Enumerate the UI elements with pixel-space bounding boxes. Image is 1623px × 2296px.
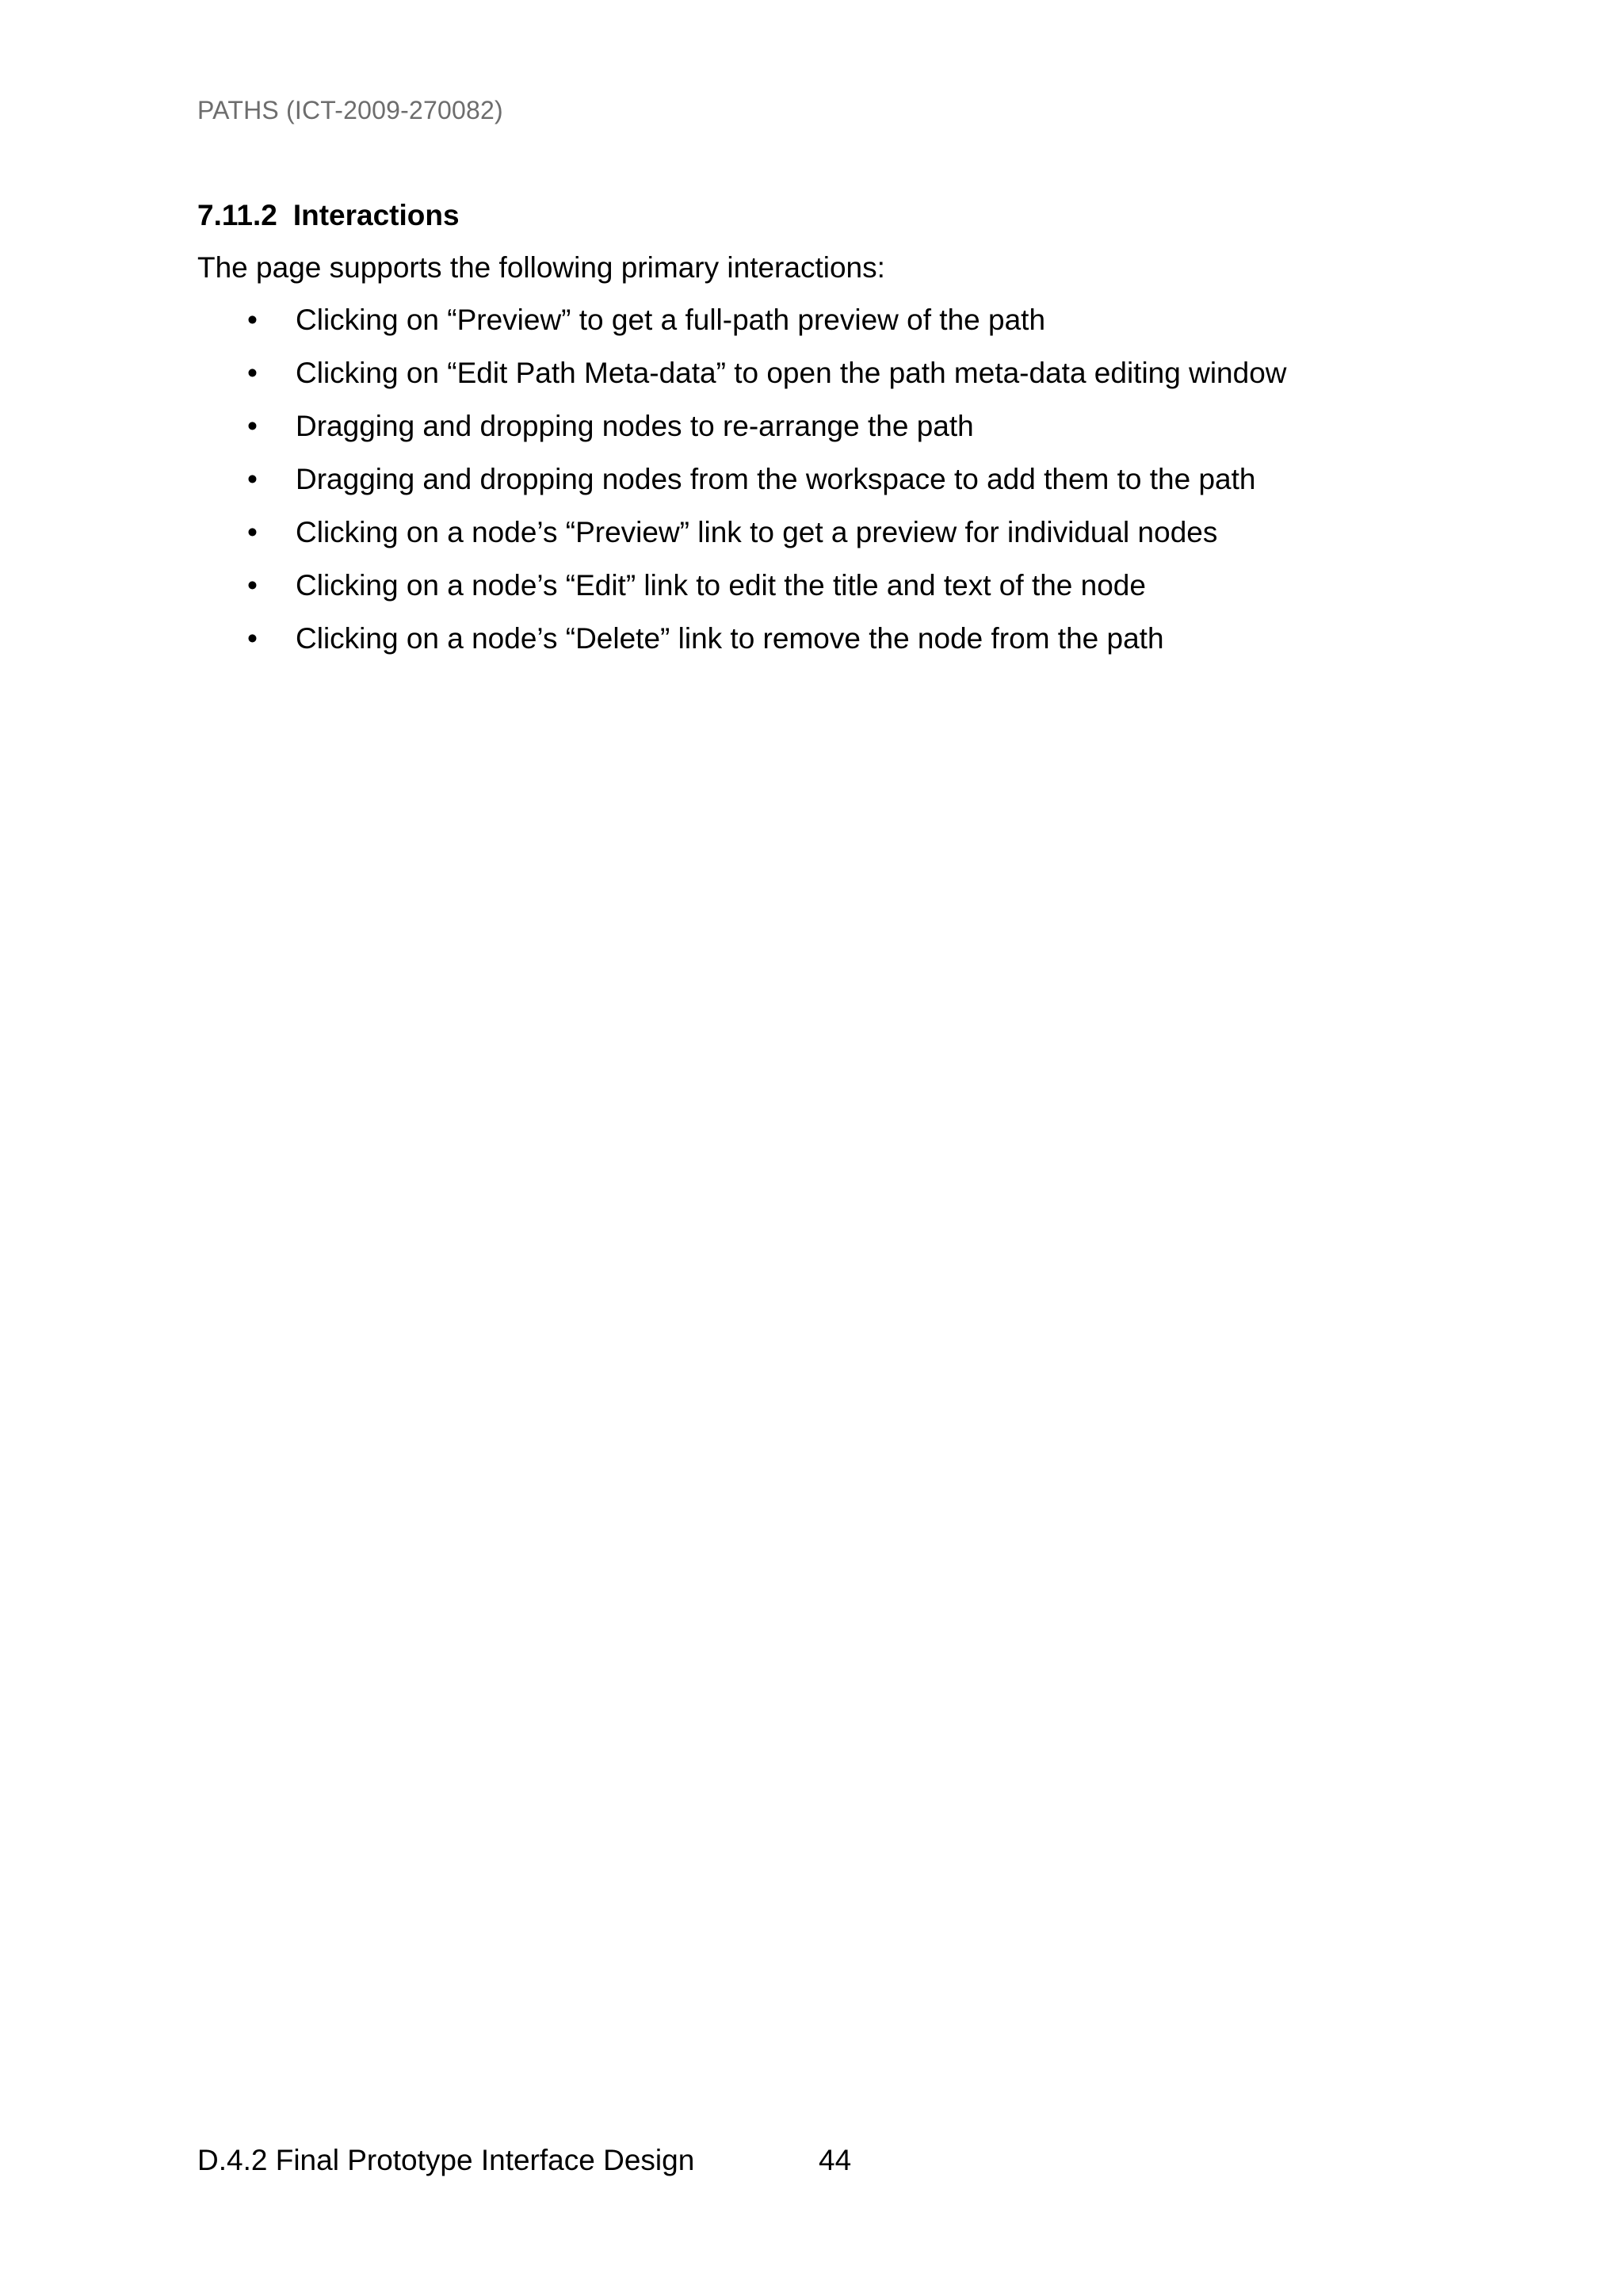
bullet-icon: • xyxy=(247,304,258,336)
page-footer xyxy=(197,2141,852,2179)
list-item xyxy=(197,354,1434,392)
list-item xyxy=(197,301,1434,339)
list-item xyxy=(197,620,1434,658)
list-item-text: Dragging and dropping nodes to re-arrange the path xyxy=(296,410,974,442)
bullet-icon: • xyxy=(247,463,258,495)
list-item-text: Clicking on a node’s “Delete” link to remove the node from the path xyxy=(296,622,1164,655)
page-number: 44 xyxy=(819,2144,852,2176)
list-item-text: Clicking on a node’s “Preview” link to get a preview for individual nodes xyxy=(296,516,1218,548)
list-item xyxy=(197,514,1434,552)
list-item-text: Clicking on “Preview” to get a full-path preview of the path xyxy=(296,304,1046,336)
bullet-icon: • xyxy=(247,357,258,389)
interaction-list xyxy=(197,301,1434,658)
list-item xyxy=(197,567,1434,605)
document-body xyxy=(197,197,1434,673)
bullet-icon: • xyxy=(247,569,258,602)
section-title: Interactions xyxy=(292,199,460,231)
section-heading xyxy=(197,197,1434,235)
footer-document-title: D.4.2 Final Prototype Interface Design xyxy=(197,2144,695,2176)
bullet-icon: • xyxy=(247,622,258,655)
list-item xyxy=(197,460,1434,499)
list-item-text: Clicking on a node’s “Edit” link to edit the title and text of the node xyxy=(296,569,1146,602)
list-item xyxy=(197,407,1434,445)
list-item-text: Dragging and dropping nodes from the workspace to add them to the path xyxy=(296,463,1256,495)
section-number: 7.11.2 xyxy=(197,199,277,231)
running-header: PATHS (ICT-2009-270082) xyxy=(197,96,503,124)
bullet-icon: • xyxy=(247,410,258,442)
intro-paragraph: The page supports the following primary interactions: xyxy=(197,251,885,284)
bullet-icon: • xyxy=(247,516,258,548)
list-item-text: Clicking on “Edit Path Meta-data” to open the path meta-data editing window xyxy=(296,357,1287,389)
